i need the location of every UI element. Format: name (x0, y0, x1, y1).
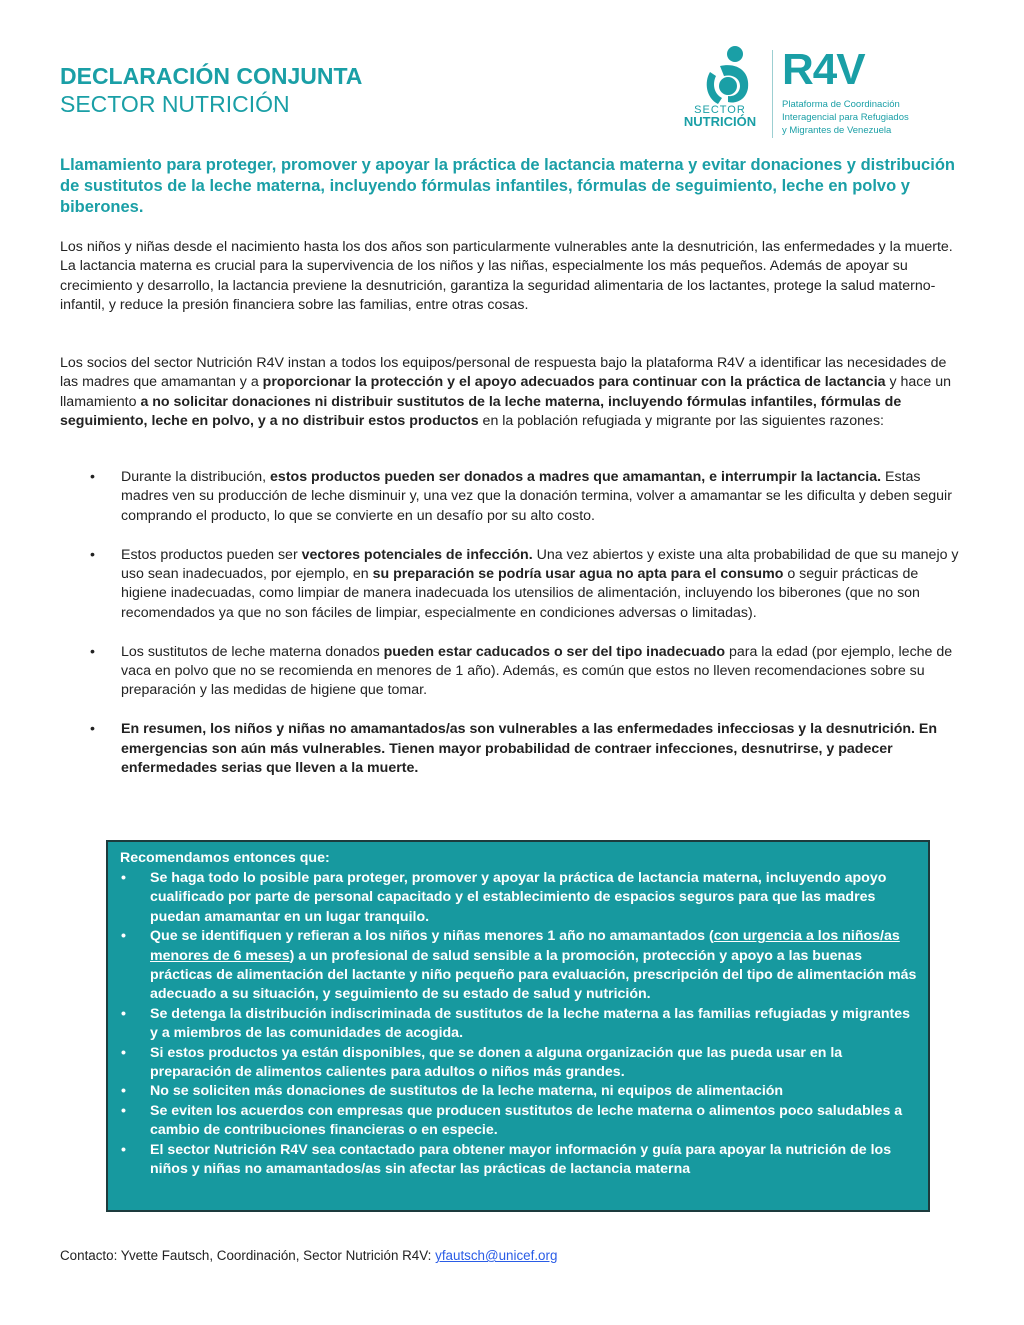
bullet-icon: • (121, 1005, 126, 1022)
recommendation-2-underlined: con urgencia a los niños/as menores de 6 meses (150, 928, 900, 964)
headline: Llamamiento para proteger, promover y apoyar la práctica de lactancia materna y evitar donaciones y distribución de sustitutos de la leche materna, incluyendo fórmulas infantiles, fórmulas de seguimiento, leche en polvo y biberones. (60, 156, 955, 216)
reason-2-text-2: Una vez abiertos y existe una alta probabilidad de que su manejo y uso sean inadecuados, por ejemplo, en (121, 546, 959, 583)
recommendation-5: No se soliciten más donaciones de sustitutos de la leche materna, ni equipos de alimentación (150, 1083, 784, 1100)
reason-1-bold-1: estos productos pueden ser donados a madres que amamantan, e interrumpir la lactancia. (270, 469, 882, 485)
list-item (60, 468, 962, 526)
bullet-icon: • (121, 1141, 126, 1158)
bullet-icon: • (121, 1083, 126, 1100)
reason-4-bold-1: En resumen, los niños y niñas no amamantados/as son vulnerables a las enfermedades infecciosas y la desnutrición. En emergencias son aún más vulnerables. Tienen mayor probabilidad de contraer infecciones, desnutrirse, y padecer enfermedades serias que lleven a la muerte. (121, 721, 938, 777)
recommendation-6: Se eviten los acuerdos con empresas que producen sustitutos de leche materna o alimentos poco saludables a cambio de contribuciones financieras o en especie. (150, 1102, 903, 1139)
contact-label: Contacto: Yvette Fautsch, Coordinación, Sector Nutrición R4V: (60, 1248, 436, 1263)
list-item (120, 869, 920, 927)
reason-1-text-2: Estas madres ven su producción de leche disminuir y, una vez que la donación termina, volver a amamantar se les dificulta y deben seguir comprando el producto, lo que se convierte en un desafío por su alto costo. (121, 469, 952, 524)
recommendations-heading: Recomendamos entonces que: (120, 850, 330, 866)
list-item (120, 1082, 920, 1101)
intro-paragraph: Los niños y niñas desde el nacimiento hasta los dos años son particularmente vulnerables ante la desnutrición, las enfermedades y la muerte. La lactancia materna es crucial para la supervivencia de los niños y las niñas, especialmente los más pequeños. Además de apoyar su crecimiento y desarrollo, la lactancia previene la desnutrición, garantiza la seguridad alimentaria de los lactantes, protege la salud materno-infantil, y reduce la presión financiera sobre las familias, entre otras cosas. (60, 239, 953, 314)
list-item (60, 720, 962, 778)
call-text-3: en la población refugiada y migrante por las siguientes razones: (478, 413, 884, 430)
r4v-logo-sub-2: Interagencial para Refugiados (782, 112, 909, 123)
sector-logo-line-1: SECTOR (694, 104, 746, 116)
reason-2-text-1: Estos productos pueden ser (121, 546, 302, 563)
bullet-icon: • (121, 928, 126, 945)
recommendation-3: Se detenga la distribución indiscriminada de sustitutos de la leche materna a las familias refugiadas y migrantes y a miembros de las comunidades de acogida. (150, 1005, 911, 1042)
reason-3-bold-1: pueden estar caducados o ser del tipo inadecuado (383, 643, 726, 660)
list-item (120, 1102, 920, 1141)
reason-2-bold-2: su preparación se podría usar agua no apta para el consumo (372, 566, 784, 583)
document-title (60, 62, 362, 118)
r4v-logo (782, 45, 942, 148)
list-item (120, 927, 920, 1005)
bullet-icon: • (121, 870, 126, 886)
list-item (120, 1005, 920, 1044)
reason-1-text-1: Durante la distribución, (121, 469, 271, 485)
list-item (120, 1141, 920, 1180)
call-text-1: Los socios del sector Nutrición R4V instan a todos los equipos/personal de respuesta bajo la plataforma R4V a identificar las necesidades de las madres que amamantan y a (60, 355, 947, 391)
reason-2-bold-1: vectores potenciales de infección. (301, 546, 533, 563)
r4v-logo-mark: R4V (782, 45, 865, 94)
title-line-1: DECLARACIÓN CONJUNTA (60, 63, 363, 89)
list-item (60, 643, 962, 701)
reason-3-text-2: para la edad (por ejemplo, leche de vaca en polvo que no se recomienda en menores de 1 año). Además, es común que estos no lleven recomendaciones sobre su preparación y las medidas de higiene que tomar. (121, 643, 953, 699)
sector-logo-text (680, 104, 760, 128)
bullet-icon: • (121, 1044, 126, 1061)
recommendation-2-post: ) a un profesional de salud sensible a la promoción, protección y apoyo a las buenas prácticas de alimentación del lactante y niño pequeño para evaluación, prescripción del tipo de alimentación más adecuado a su situación, y seguimiento de su estado de salud y nutrición. (150, 947, 917, 1003)
contact-email-link[interactable]: yfautsch@unicef.org (435, 1248, 558, 1263)
reason-3-text-1: Los sustitutos de leche materna donados (121, 643, 384, 660)
call-bold-1: proporcionar la protección y el apoyo adecuados para continuar con la práctica de lactancia (262, 374, 886, 391)
logo-divider (772, 50, 773, 138)
recommendation-4: Si estos productos ya están disponibles, que se donen a alguna organización que las pueda usar en la preparación de alimentos calientes para adultos o niños más grandes. (150, 1044, 843, 1081)
call-paragraph (60, 354, 962, 432)
r4v-logo-sub-3: y Migrantes de Venezuela (782, 125, 892, 136)
reasons-list (60, 468, 962, 798)
bullet-icon: • (90, 469, 95, 485)
recommendations-box (106, 840, 930, 1212)
recommendation-2-pre: Que se identifiquen y refieran a los niños y niñas menores 1 año no amamantados ( (150, 928, 714, 945)
bullet-icon: • (90, 643, 95, 660)
recommendation-1: Se haga todo lo posible para proteger, promover y apoyar la práctica de lactancia materna, incluyendo apoyo cualificado por parte de personal capacitado y el establecimiento de espacios seguros para que las madres puedan amamantar en un lugar tranquilo. (150, 870, 887, 925)
list-item (120, 1044, 920, 1083)
list-item (60, 546, 962, 624)
bullet-icon: • (90, 546, 95, 563)
sector-logo-line-2: NUTRICIÓN (683, 114, 757, 129)
r4v-logo-sub-1: Plataforma de Coordinación (782, 99, 900, 110)
contact-line (60, 1248, 557, 1263)
recommendations-list (120, 869, 920, 1180)
call-text-2: y hace un llamamiento (60, 374, 951, 410)
title-line-2: SECTOR NUTRICIÓN (60, 91, 290, 117)
reason-2-text-3: o seguir prácticas de higiene inadecuadas, como limpiar de manera inadecuada los utensilios de alimentación, incluyendo los biberones (que no son recomendados ya que no son fáciles de limpiar, especialmente en condiciones adversas o limitadas). (121, 566, 920, 621)
bullet-icon: • (121, 1102, 126, 1119)
bullet-icon: • (90, 721, 95, 738)
recommendation-7: El sector Nutrición R4V sea contactado para obtener mayor información y guía para apoyar la nutrición de los niños y niñas no amamantados/as sin afectar las prácticas de lactancia materna (150, 1141, 892, 1178)
call-bold-2: a no solicitar donaciones ni distribuir sustitutos de la leche materna, incluyendo fórmulas infantiles, fórmulas de seguimiento, leche en polvo, y a no distribuir estos productos (60, 393, 902, 430)
